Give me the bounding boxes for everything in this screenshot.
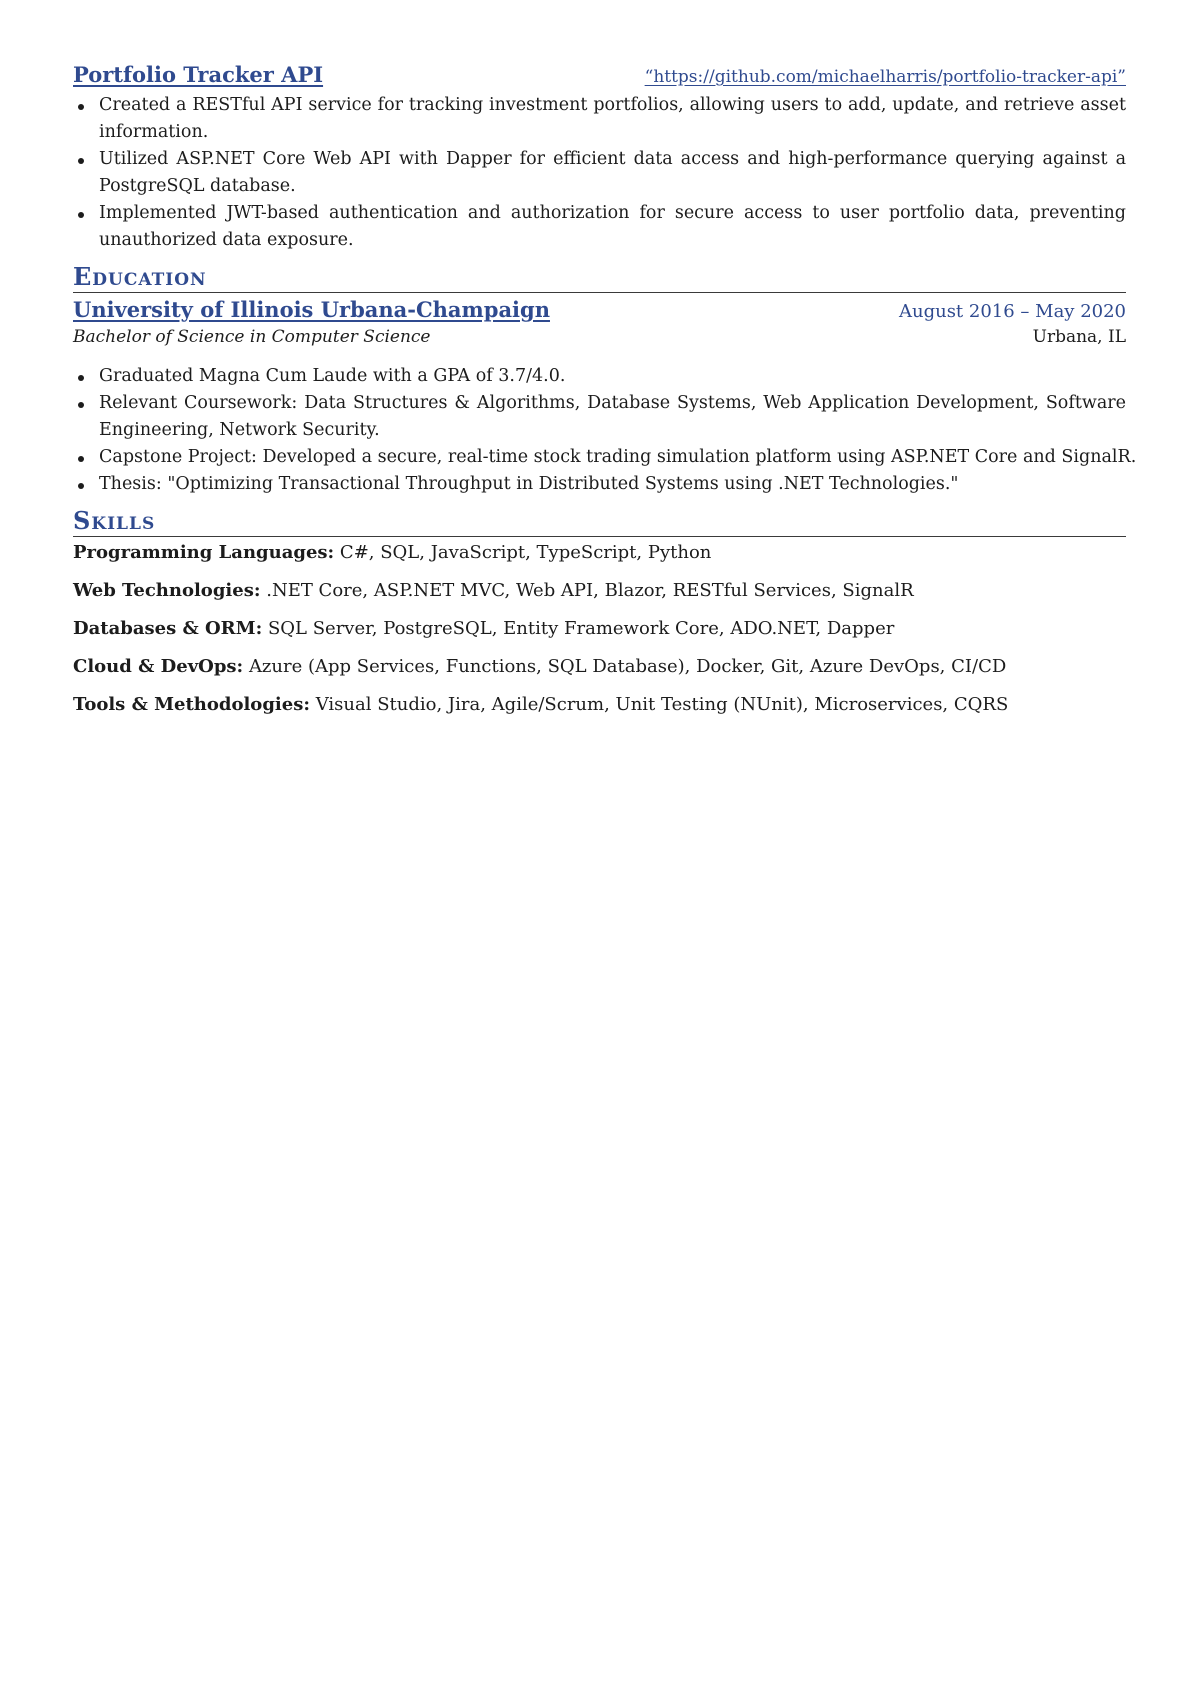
education-bullet: Graduated Magna Cum Laude with a GPA of 3.7/4.0.: [73, 363, 1126, 390]
skill-value: SQL Server, PostgreSQL, Entity Framework Core, ADO.NET, Dapper: [267, 618, 895, 639]
skill-value: Visual Studio, Jira, Agile/Scrum, Unit Testing (NUnit), Microservices, CQRS: [315, 694, 1009, 715]
resume-page: [73, 62, 1137, 731]
project-title[interactable]: Portfolio Tracker API: [73, 62, 324, 87]
education-bullet: Relevant Coursework: Data Structures & Algorithms, Database Systems, Web Application Development, Software Engineering, Network Security.: [73, 390, 1126, 444]
education-subheader: [73, 327, 1126, 355]
degree: Bachelor of Science in Computer Science: [73, 327, 431, 347]
education-location: Urbana, IL: [1032, 327, 1126, 347]
project-bullet: Created a RESTful API service for tracking investment portfolios, allowing users to add, update, and retrieve asset information.: [73, 92, 1126, 146]
project-bullet: Utilized ASP.NET Core Web API with Dapper for efficient data access and high-performance querying against a PostgreSQL database.: [73, 146, 1126, 200]
skill-label: Tools & Methodologies:: [73, 694, 310, 715]
project-bullet: Implemented JWT-based authentication and authorization for secure access to user portfolio data, preventing unauthorized data exposure.: [73, 200, 1126, 254]
education-bullet: Capstone Project: Developed a secure, real-time stock trading simulation platform using ASP.NET Core and SignalR.: [73, 444, 1126, 471]
education-dates: August 2016 – May 2020: [898, 301, 1126, 322]
education-bullets: [73, 363, 1137, 498]
skill-value: .NET Core, ASP.NET MVC, Web API, Blazor, RESTful Services, SignalR: [266, 580, 914, 601]
skill-label: Cloud & DevOps:: [73, 656, 244, 677]
skill-row: [73, 617, 1126, 641]
skill-label: Databases & ORM:: [73, 618, 263, 639]
project-entry: [73, 62, 1126, 254]
skill-value: Azure (App Services, Functions, SQL Database), Docker, Git, Azure DevOps, CI/CD: [248, 656, 1007, 677]
skill-row: [73, 655, 1126, 679]
education-bullet: Thesis: "Optimizing Transactional Throughput in Distributed Systems using .NET Technologies.": [73, 471, 1126, 498]
skill-row: [73, 579, 1126, 603]
skill-label: Programming Languages:: [73, 542, 335, 563]
project-bullets: [73, 92, 1126, 254]
education-entry: [73, 297, 1137, 498]
education-header: [73, 297, 1126, 327]
skill-row: [73, 541, 1126, 565]
section-heading-skills: Skills: [73, 506, 1126, 537]
project-header: [73, 62, 1126, 92]
skills-list: [73, 541, 1126, 717]
section-heading-education: Education: [73, 262, 1126, 293]
project-link[interactable]: “https://github.com/michaelharris/portfolio-tracker-api”: [644, 67, 1126, 87]
skill-label: Web Technologies:: [73, 580, 261, 601]
skill-value: C#, SQL, JavaScript, TypeScript, Python: [339, 542, 712, 563]
skill-row: [73, 693, 1126, 717]
school-name[interactable]: University of Illinois Urbana-Champaign: [73, 297, 550, 322]
